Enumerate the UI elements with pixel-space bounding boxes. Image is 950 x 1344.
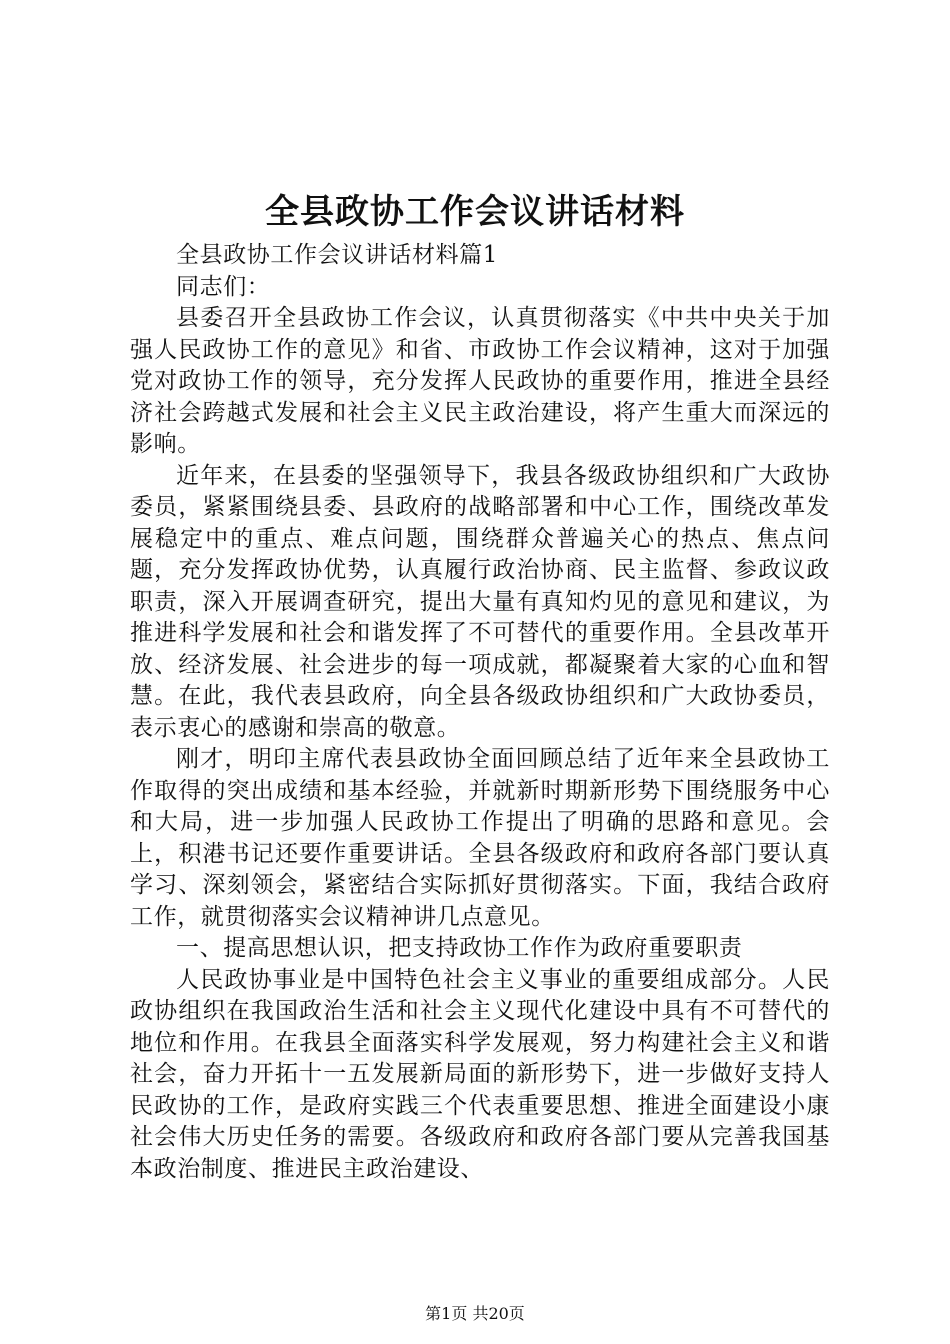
paragraph: 县委召开全县政协工作会议，认真贯彻落实《中共中央关于加强人民政协工作的意见》和省、市政协工作会议精神，这对于加强党对政协工作的领导，充分发挥人民政协的重要作用，推进全县经济社会跨越式发展和社会主义民主政治建设，将产生重大而深远的影响。 bbox=[130, 305, 830, 457]
paragraph: 近年来，在县委的坚强领导下，我县各级政协组织和广大政协委员，紧紧围绕县委、县政府的战略部署和中心工作，围绕改革发展稳定中的重点、难点问题，围绕群众普遍关心的热点、焦点问题，充分发挥政协优势，认真履行政治协商、民主监督、参政议政职责，深入开展调查研究，提出大量有真知灼见的意见和建议，为推进科学发展和社会和谐发挥了不可替代的重要作用。全县改革开放、经济发展、社会进步的每一项成就，都凝聚着大家的心血和智慧。在此，我代表县政府，向全县各级政协组织和广大政协委员，表示衷心的感谢和崇高的敬意。 bbox=[130, 462, 830, 741]
section-heading: 全县政协工作会议讲话材料篇1 bbox=[176, 242, 499, 268]
document-body bbox=[130, 240, 830, 1185]
paragraph: 刚才，明印主席代表县政协全面回顾总结了近年来全县政协工作取得的突出成绩和基本经验，并就新时期新形势下围绕服务中心和大局，进一步加强人民政协工作提出了明确的思路和意见。会上，积港书记还要作重要讲话。全县各级政府和政府各部门要认真学习、深刻领会，紧密结合实际抓好贯彻落实。下面，我结合政府工作，就贯彻落实会议精神讲几点意见。 bbox=[130, 746, 830, 930]
salutation: 同志们： bbox=[176, 273, 271, 300]
document-title: 全县政协工作会议讲话材料 bbox=[265, 192, 685, 232]
subsection-heading: 一、提高思想认识，把支持政协工作作为政府重要职责 bbox=[176, 935, 743, 961]
paragraph: 人民政协事业是中国特色社会主义事业的重要组成部分。人民政协组织在我国政治生活和社会主义现代化建设中具有不可替代的地位和作用。在我县全面落实科学发展观，努力构建社会主义和谐社会，奋力开拓十一五发展新局面的新形势下，进一步做好支持人民政协的工作，是政府实践三个代表重要思想、推进全面建设小康社会伟大历史任务的需要。各级政府和政府各部门要从完善我国基本政治制度、推进民主政治建设、 bbox=[130, 966, 830, 1182]
page-number: 第1页 共20页 bbox=[425, 1304, 525, 1323]
